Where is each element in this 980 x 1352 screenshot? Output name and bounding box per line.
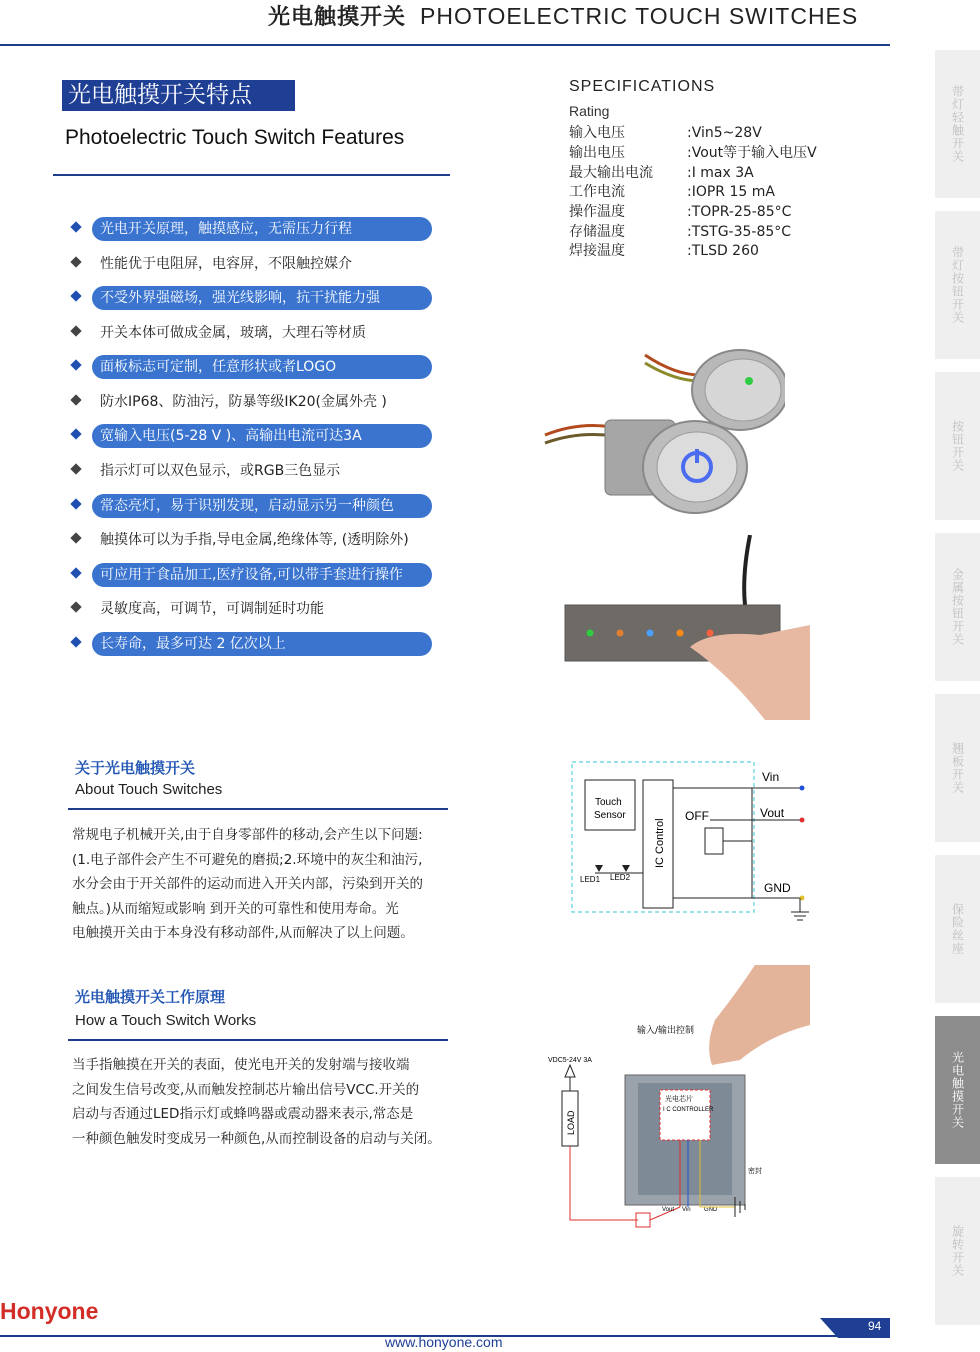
gnd-wire-label: GND <box>704 1207 718 1213</box>
vdc-label: VDC5-24V 3A <box>548 1057 592 1064</box>
feature-text: 灵敏度高，可调节，可调制延时功能 <box>100 601 324 617</box>
spec-row <box>569 142 817 162</box>
feature-text: 面板标志可定制，任意形状或者LOGO <box>92 355 432 379</box>
feature-text: 常态亮灯，易于识别发现，启动显示另一种颜色 <box>92 494 432 518</box>
led2-label: LED2 <box>610 873 631 882</box>
about-line: 电触摸开关由于本身没有移动部件,从而解决了以上问题。 <box>72 925 414 941</box>
feature-text: 性能优于电阻屏，电容屏，不限触控媒介 <box>100 256 352 272</box>
vin-wire-label: Vin <box>682 1207 691 1213</box>
circuit-diagram <box>570 760 810 925</box>
feature-text: 可应用于食品加工,医疗设备,可以带手套进行操作 <box>92 563 432 587</box>
feature-text: 指示灯可以双色显示，或RGB三色显示 <box>100 463 341 479</box>
how-line: 启动与否通过LED指示灯或蜂鸣器或震动器来表示,常态是 <box>72 1106 414 1122</box>
spec-row <box>569 122 762 142</box>
feature-text: 开关本体可做成金属，玻璃，大理石等材质 <box>100 325 366 341</box>
feature-item <box>72 563 472 587</box>
touch-panel-photo <box>560 535 815 720</box>
feature-item <box>72 632 472 656</box>
feature-text: 长寿命，最多可达 2 亿次以上 <box>92 632 432 656</box>
specifications-title: SPECIFICATIONS <box>569 78 716 95</box>
spec-value: :Vin5~28V <box>687 125 762 141</box>
feature-item <box>72 286 472 310</box>
seal-label: 密封 <box>748 1167 762 1175</box>
sidebar-tab-lighted-tact-switch[interactable]: 带灯轻触开关 <box>935 50 980 198</box>
feature-item <box>72 252 472 276</box>
spec-value: :I max 3A <box>687 165 754 181</box>
website-link[interactable]: www.honyone.com <box>385 1334 503 1350</box>
diamond-bullet-icon <box>70 428 81 439</box>
spec-label: 焊接温度 <box>569 243 625 259</box>
spec-row <box>569 240 759 260</box>
page-number: 94 <box>868 1319 882 1333</box>
spec-value: :TLSD 260 <box>687 243 759 259</box>
spec-value: :Vout等于输入电压V <box>687 145 817 161</box>
diamond-bullet-icon <box>70 601 81 612</box>
sidebar-tab-lighted-push-button[interactable]: 带灯按钮开关 <box>935 211 980 359</box>
how-divider <box>68 1039 448 1041</box>
vout-wire-label: Vout <box>662 1207 675 1213</box>
diamond-bullet-icon <box>70 532 81 543</box>
touch-sensor-label-2: Sensor <box>594 810 626 821</box>
feature-item <box>72 459 472 483</box>
about-line: (1.电子部件会产生不可避免的磨损;2.环境中的灰尘和油污, <box>72 851 423 868</box>
diamond-bullet-icon <box>70 325 81 336</box>
about-line: 常规电子机械开关,由于自身零部件的移动,会产生以下问题: <box>72 827 423 843</box>
feature-item <box>72 321 472 345</box>
about-line: 水分会由于开关部件的运动而进入开关内部，污染到开关的 <box>72 876 423 892</box>
chip-cn-label: 光电芯片 <box>665 1095 693 1103</box>
header-divider <box>0 44 890 46</box>
spec-label: 最大输出电流 <box>569 165 653 181</box>
feature-text: 触摸体可以为手指,导电金属,绝缘体等, (透明除外) <box>100 532 409 548</box>
feature-item <box>72 390 472 414</box>
spec-label: 存储温度 <box>569 224 625 240</box>
feature-text: 光电开关原理，触摸感应，无需压力行程 <box>92 217 432 241</box>
spec-label: 工作电流 <box>569 184 625 200</box>
spec-row <box>569 162 754 182</box>
spec-row <box>569 201 791 221</box>
specifications-rating: Rating <box>569 103 610 119</box>
brand-logo: Honyone <box>0 1298 99 1324</box>
diamond-bullet-icon <box>70 636 81 647</box>
how-line: 一种颜色触发时变成另一种颜色,从而控制设备的启动与关闭。 <box>72 1130 441 1147</box>
diamond-bullet-icon <box>70 290 81 301</box>
about-title-en: About Touch Switches <box>75 781 223 798</box>
sidebar-tab-rocker-switch[interactable]: 翘板开关 <box>935 694 980 842</box>
how-title-en: How a Touch Switch Works <box>75 1012 257 1029</box>
feature-item <box>72 597 472 621</box>
spec-value: :TOPR-25-85°C <box>687 204 792 220</box>
off-label: OFF <box>685 809 709 823</box>
diamond-bullet-icon <box>70 221 81 232</box>
about-divider <box>68 808 448 810</box>
spec-row <box>569 181 775 201</box>
feature-item <box>72 494 472 518</box>
feature-text: 防水IP68、防油污，防暴等级IK20(金属外壳 ) <box>100 394 387 410</box>
features-divider <box>53 174 450 176</box>
page-header-title <box>268 0 858 31</box>
how-title-cn: 光电触摸开关工作原理 <box>75 988 226 1006</box>
how-paragraph <box>72 1053 450 1151</box>
how-line: 之间发生信号改变,从而触发控制芯片输出信号VCC.开关的 <box>72 1081 420 1098</box>
sidebar-tab-rotary-switch[interactable]: 旋转开关 <box>935 1177 980 1325</box>
ic-control-label: IC Control <box>654 818 666 868</box>
feature-text: 不受外界强磁场，强光线影响，抗干扰能力强 <box>92 286 432 310</box>
vout-label: Vout <box>760 806 785 820</box>
diamond-bullet-icon <box>70 498 81 509</box>
features-title-cn: 光电触摸开关特点 <box>62 80 295 111</box>
metal-switches-photo <box>535 345 785 525</box>
io-control-label: 输入/输出控制 <box>637 1026 695 1036</box>
sidebar-tab-push-button[interactable]: 按钮开关 <box>935 372 980 520</box>
spec-row <box>569 221 791 241</box>
diamond-bullet-icon <box>70 394 81 405</box>
diamond-bullet-icon <box>70 567 81 578</box>
spec-value: :IOPR 15 mA <box>687 184 775 200</box>
spec-label: 操作温度 <box>569 204 625 220</box>
about-paragraph <box>72 823 450 946</box>
load-label: LOAD <box>566 1110 576 1135</box>
feature-text: 宽输入电压(5-28 V )、高输出电流可达3A <box>92 424 432 448</box>
features-title-en: Photoelectric Touch Switch Features <box>65 126 405 149</box>
sidebar-tab-fuse-holder[interactable]: 保险丝座 <box>935 855 980 1003</box>
sidebar-tab-metal-push-button[interactable]: 金属按钮开关 <box>935 533 980 681</box>
sidebar-tab-photoelectric-touch-switch[interactable]: 光电触摸开关 <box>935 1016 980 1164</box>
gnd-label: GND <box>764 881 791 895</box>
header-title-cn: 光电触摸开关 <box>268 5 407 30</box>
diamond-bullet-icon <box>70 463 81 474</box>
led1-label: LED1 <box>580 875 601 884</box>
diamond-bullet-icon <box>70 359 81 370</box>
chip-en-label: I C CONTROLLER <box>663 1107 714 1113</box>
how-line: 当手指触摸在开关的表面，使光电开关的发射端与接收端 <box>72 1057 410 1073</box>
feature-item <box>72 355 472 379</box>
spec-value: :TSTG-35-85°C <box>687 224 792 240</box>
feature-item <box>72 217 472 241</box>
spec-label: 输出电压 <box>569 145 625 161</box>
diamond-bullet-icon <box>70 256 81 267</box>
about-title-cn: 关于光电触摸开关 <box>75 759 196 777</box>
switch-cross-section-diagram <box>540 965 815 1235</box>
spec-label: 输入电压 <box>569 125 625 141</box>
header-title-en: PHOTOELECTRIC TOUCH SWITCHES <box>420 3 859 29</box>
about-line: 触点。)从而缩短或影响 到开关的可靠性和使用寿命。光 <box>72 900 399 917</box>
feature-item <box>72 424 472 448</box>
feature-item <box>72 528 472 552</box>
vin-label: Vin <box>762 770 780 784</box>
touch-sensor-label-1: Touch <box>595 797 622 808</box>
